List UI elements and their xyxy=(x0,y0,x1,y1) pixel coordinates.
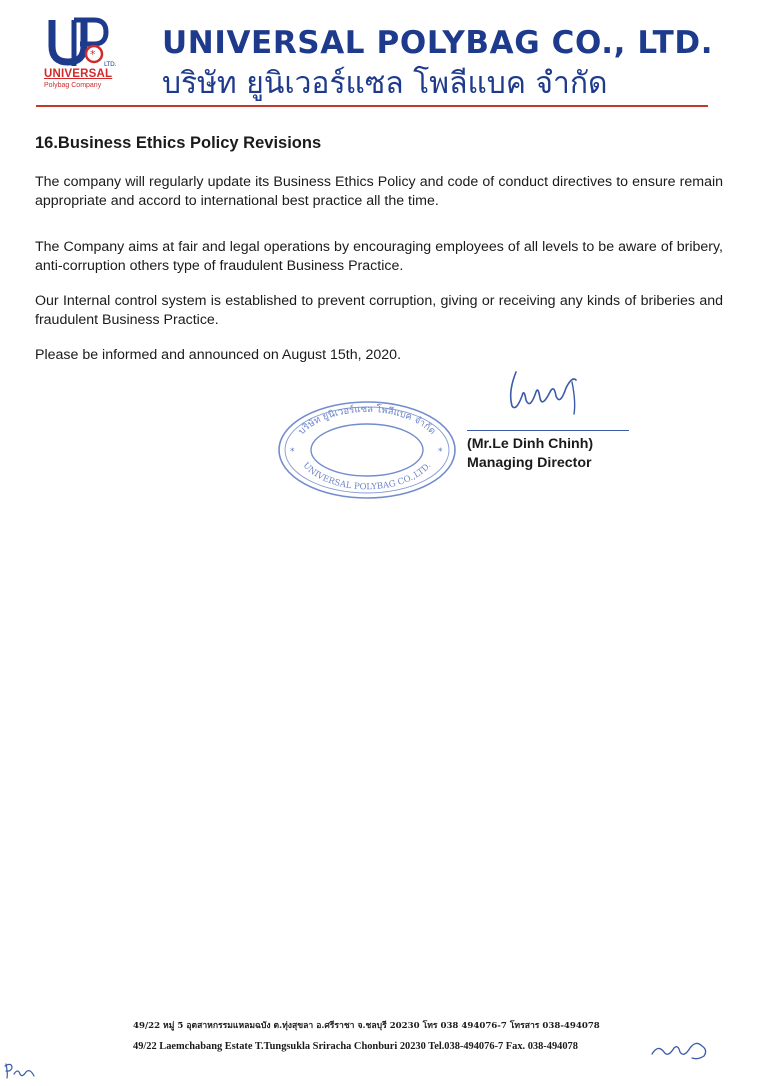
svg-text:LTD.: LTD. xyxy=(104,61,117,68)
margin-initials-signature xyxy=(2,1060,38,1082)
header-divider xyxy=(36,105,708,107)
signer-name: (Mr.Le Dinh Chinh) xyxy=(467,436,594,452)
svg-text:UNIVERSAL POLYBAG CO.,LTD.: UNIVERSAL POLYBAG CO.,LTD. xyxy=(300,460,434,493)
logo-wordmark: UNIVERSAL xyxy=(44,68,113,80)
paragraph-fair-operations: The Company aims at fair and legal operations by encouraging employees of all levels to be aware of bribery, anti-corruption others type of fraudulent Business Practice. xyxy=(35,239,723,274)
svg-text:*: * xyxy=(90,48,96,61)
paragraph-internal-control: Our Internal control system is established to prevent corruption, giving or receiving any kinds of briberies and fraudulent Business Practice. xyxy=(35,293,723,328)
footer-initials-signature xyxy=(648,1036,714,1062)
paragraph-announcement-date: Please be informed and announced on August 15th, 2020. xyxy=(35,347,402,363)
paragraph-policy-update: The company will regularly update its Business Ethics Policy and code of conduct directives to ensure remain appropriate and accord to international best practice all the time. xyxy=(35,174,723,209)
logo-mark-icon xyxy=(44,16,122,72)
company-seal-stamp xyxy=(276,398,458,502)
handwritten-signature xyxy=(502,362,592,418)
svg-text:*: * xyxy=(290,447,295,457)
svg-text:บริษัท ยูนิเวอร์แซล โพลีแบค จำ: บริษัท ยูนิเวอร์แซล โพลีแบค จำกัด xyxy=(296,403,438,437)
signature-line xyxy=(467,430,629,431)
footer-address-thai: 49/22 หมู่ 5 อุตสาหกรรมแหลมฉบัง ต.ทุ่งสุขลา อ.ศรีราชา จ.ชลบุรี 20230 โทร 038 494076-7 โทรสาร 038-494078 xyxy=(133,1021,600,1031)
company-logo xyxy=(44,16,122,90)
footer-address-english: 49/22 Laemchabang Estate T.Tungsukla Sriracha Chonburi 20230 Tel.038-494076-7 Fax. 038-494078 xyxy=(133,1041,578,1052)
company-name-english: UNIVERSAL POLYBAG CO., LTD. xyxy=(162,25,714,61)
signer-title: Managing Director xyxy=(467,455,592,471)
company-name-thai: บริษัท ยูนิเวอร์แซล โพลีแบค จำกัด xyxy=(162,66,608,101)
svg-text:*: * xyxy=(438,447,443,457)
logo-subtitle: Polybag Company xyxy=(44,82,102,89)
section-heading: 16.Business Ethics Policy Revisions xyxy=(35,134,322,152)
